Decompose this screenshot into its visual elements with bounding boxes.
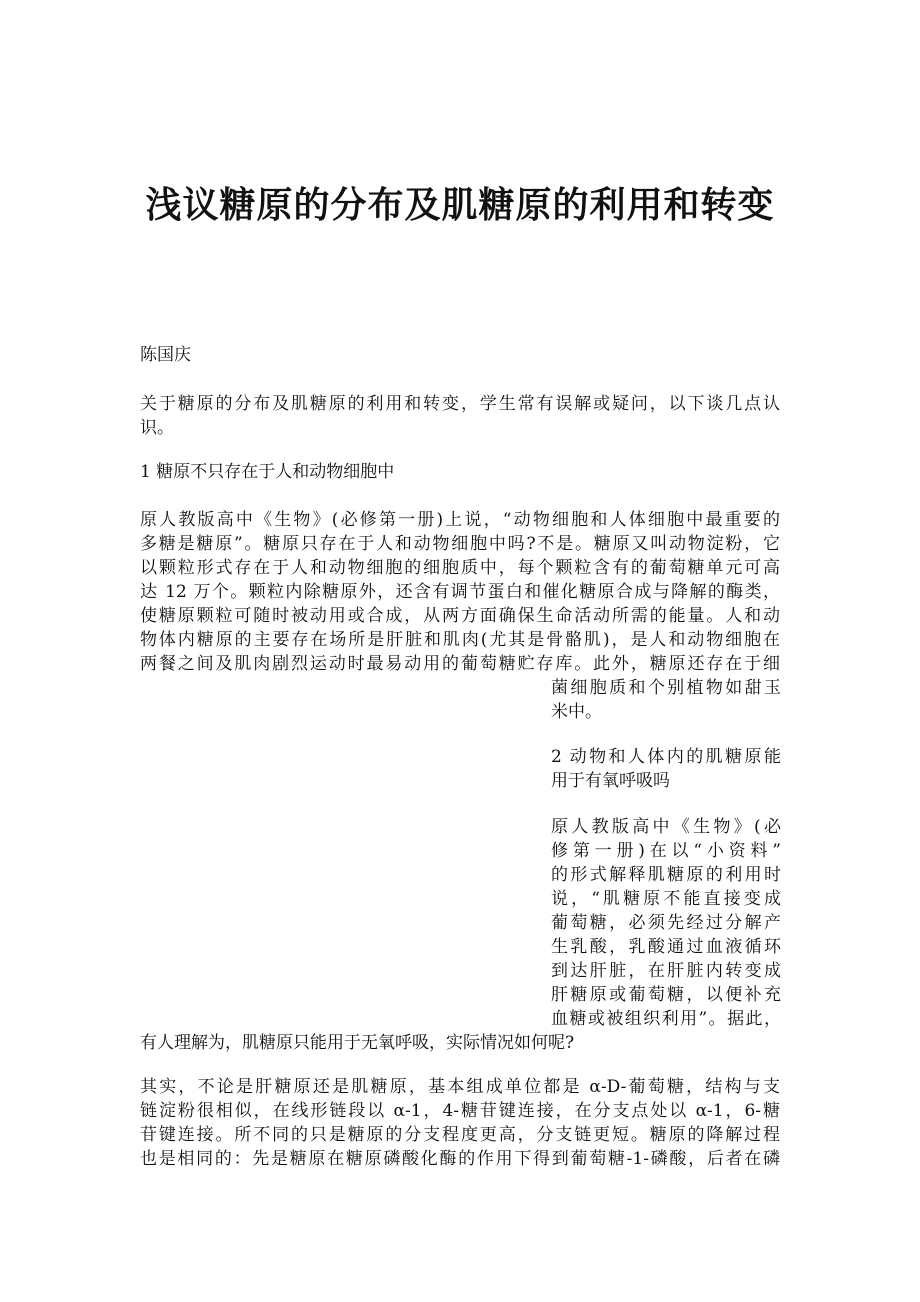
text-line: 苷键连接。所不同的只是糖原的分支程度更高，分支链更短。糖原的降解过程 — [140, 1125, 780, 1145]
text-line: 原人教版高中《生物》(必修第一册)上说，“动物细胞和人体细胞中最重要的 — [140, 510, 780, 530]
author-name: 陈国庆 — [140, 345, 191, 365]
section-2-body-continued — [140, 1075, 780, 1171]
text-line: 有人理解为，肌糖原只能用于无氧呼吸，实际情况如何呢? — [140, 1033, 575, 1053]
section-2-body — [140, 815, 780, 1055]
section-2-heading — [140, 745, 780, 793]
text-line: 说，“肌糖原不能直接变成 — [551, 889, 781, 909]
text-line: 2 动物和人体内的肌糖原能 — [551, 747, 781, 767]
text-line: 菌细胞质和个别植物如甜玉 — [551, 678, 781, 698]
section-1-body — [140, 508, 780, 724]
text-line: 的形式解释肌糖原的利用时 — [551, 865, 781, 885]
text-line: 物体内糖原的主要存在场所是肝脏和肌肉(尤其是骨骼肌)，是人和动物细胞在 — [140, 630, 780, 650]
text-line: 用于有氧呼吸吗 — [551, 771, 670, 791]
text-line: 识。 — [140, 418, 174, 438]
text-line: 米中。 — [551, 702, 602, 722]
text-line: 关于糖原的分布及肌糖原的利用和转变，学生常有误解或疑问，以下谈几点认 — [140, 394, 780, 414]
text-line: 也是相同的：先是糖原在糖原磷酸化酶的作用下得到葡萄糖-1-磷酸，后者在磷 — [140, 1149, 780, 1169]
text-line: 其实，不论是肝糖原还是肌糖原，基本组成单位都是 α-D-葡萄糖，结构与支 — [140, 1077, 780, 1097]
document-title: 浅议糖原的分布及肌糖原的利用和转变 — [145, 184, 775, 226]
text-line: 血糖或被组织利用”。据此， — [551, 1009, 781, 1029]
text-line: 生乳酸，乳酸通过血液循环 — [551, 937, 781, 957]
text-line: 以颗粒形式存在于人和动物细胞的细胞质中，每个颗粒含有的葡萄糖单元可高 — [140, 558, 780, 578]
text-line: 两餐之间及肌肉剧烈运动时最易动用的葡萄糖贮存库。此外，糖原还存在于细 — [140, 654, 780, 674]
text-line: 原人教版高中《生物》(必 — [551, 817, 781, 837]
text-line: 链淀粉很相似，在线形链段以 α-1，4-糖苷键连接，在分支点处以 α-1，6-糖 — [140, 1101, 780, 1121]
text-line: 达 12 万个。颗粒内除糖原外，还含有调节蛋白和催化糖原合成与降解的酶类， — [140, 582, 780, 602]
text-line: 修第一册)在以“小资料” — [551, 841, 781, 861]
text-line: 到达肝脏，在肝脏内转变成 — [551, 961, 781, 981]
text-line: 肝糖原或葡萄糖，以便补充 — [551, 985, 781, 1005]
section-1-heading — [140, 460, 780, 484]
text-line: 葡萄糖，必须先经过分解产 — [551, 913, 781, 933]
text-line: 使糖原颗粒可随时被动用或合成，从两方面确保生命活动所需的能量。人和动 — [140, 606, 780, 626]
text-line: 1 糖原不只存在于人和动物细胞中 — [140, 462, 395, 482]
text-line: 多糖是糖原”。糖原只存在于人和动物细胞中吗?不是。糖原又叫动物淀粉，它 — [140, 534, 780, 554]
intro-paragraph — [140, 392, 780, 440]
